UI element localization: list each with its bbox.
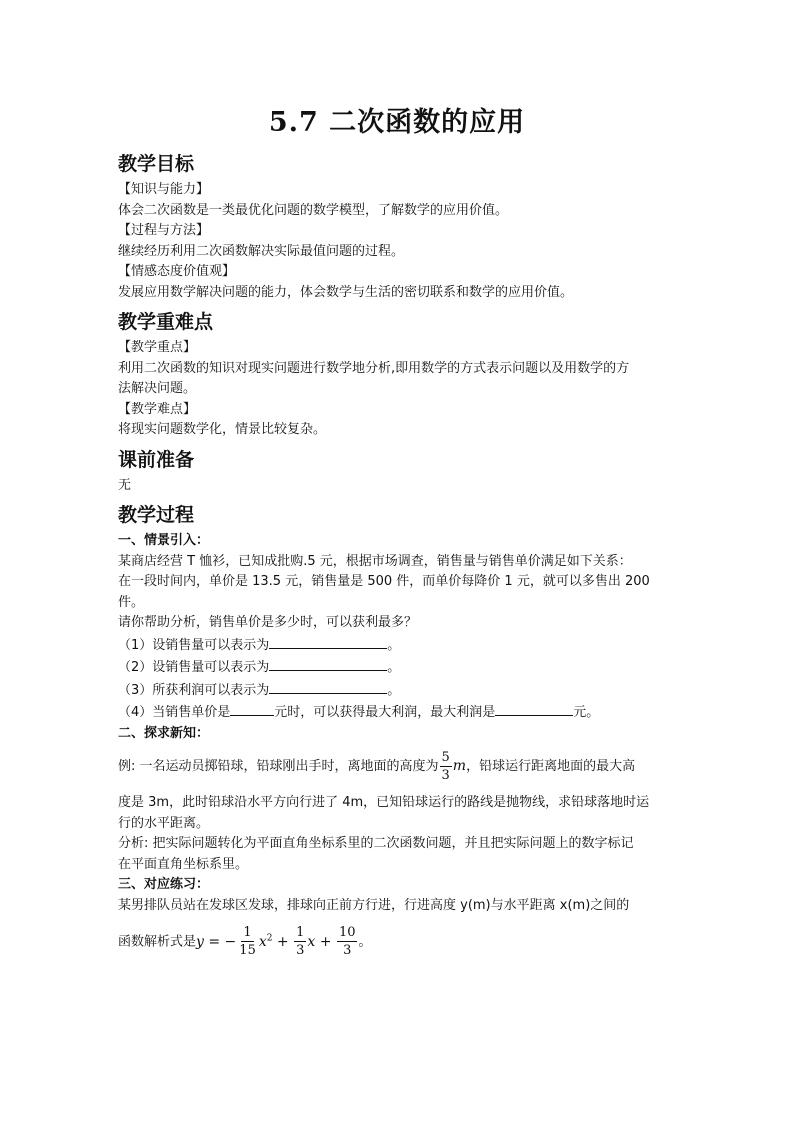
question-text: 请你帮助分析，销售单价是多少时，可以获利最多？ [118,615,418,630]
quadratic-formula [196,925,358,959]
question-2 [118,656,678,679]
fraction-denominator: 3 [441,768,450,783]
difficulty-label: 【教学难点】 [118,401,197,417]
attitude-text: 发展应用数学解决问题的能力，体会数学与生活的密切联系和数学的应用价值。 [118,284,574,300]
part1-title: 一、情景引入： [118,533,210,548]
part1-text-line-1: 某商店经营 T 恤衫，已知成批购.5 元，根据市场调查，销售量与销售单价满足如下关系： [118,553,632,569]
question-3-text: （3）所获利润可以表示为 [118,682,270,698]
formula-y: y = − [196,933,237,950]
question-3-end: 。 [387,682,401,698]
formula-fraction-1-num: 1 [243,925,252,941]
example-line-2: 度是 3m，此时铅球沿水平方向行进了 4m，已知铅球运行的路线是抛物线，求铅球落地时运 [118,795,650,810]
heading-goals: 教学目标 [118,153,195,175]
attitude-label: 【情感态度价值观】 [118,264,236,279]
document-title: 5.7 二次函数的应用 [268,107,526,138]
formula-fraction-3-den: 3 [343,943,352,959]
document-body [118,145,678,965]
heading-process: 教学过程 [118,504,195,526]
method-text: 继续经历利用二次函数解决实际最值问题的过程。 [118,243,405,259]
focus-text-line-2: 法解决问题。 [118,381,197,396]
formula-x-squared: x [258,933,267,950]
formula-plus: + [272,933,294,950]
answer-blank-2[interactable] [269,656,387,671]
answer-blank-3[interactable] [269,679,387,694]
formula-fraction-2 [294,925,306,958]
practice-text: 函数解析式是 [118,934,197,950]
formula-fraction-1-den: 15 [239,943,256,959]
question-1 [118,634,678,657]
ability-text: 体会二次函数是一类最优化问题的数学模型，了解数学的应用价值。 [118,202,509,218]
formula-fraction-1 [237,925,258,958]
difficulty-text: 将现实问题数学化，情景比较复杂。 [118,422,327,437]
heading-prep: 课前准备 [118,448,195,471]
question-1-text: （1）设销售量可以表示为 [118,637,270,653]
analysis-line-1: 分析: 把实际问题转化为平面直角坐标系里的二次函数问题，并且把实际问题上的数字标记 [118,836,634,851]
example-text-a: 例: 一名运动员掷铅球，铅球刚出手时，离地面的高度为 [118,759,439,774]
practice-line-2 [118,916,678,965]
answer-blank-1[interactable] [269,634,387,649]
part2-title: 二、探求新知： [118,725,210,741]
part3-title: 三、对应练习： [118,877,210,892]
example-line-1 [118,744,678,789]
analysis-line-2: 在平面直角坐标系里。 [118,856,249,872]
formula-x: x + [307,933,336,950]
unit-m: m [452,758,467,774]
focus-text-line-1: 利用二次函数的知识对现实问题进行数学地分析,即用数学的方式表示问题以及用数学的方 [118,360,630,376]
ability-label: 【知识与能力】 [118,182,210,197]
formula-fraction-2-den: 3 [296,943,305,959]
practice-line-1: 某男排队员站在发球区发球，排球向正前方行进，行进高度 y(m)与水平距离 x(m)之间的 [118,897,630,913]
question-4-text-b: 元时，可以获得最大利润，最大利润是 [274,705,496,720]
example-line-3: 行的水平距离。 [118,815,210,831]
example-text-b: ，铅球运行距离地面的最大高 [466,759,636,774]
prep-text: 无 [118,477,132,493]
part1-text-line-3: 件。 [118,594,145,610]
question-4-text-a: （4）当销售单价是 [118,705,231,720]
question-2-end: 。 [387,660,401,675]
part1-text-line-2: 在一段时间内，单价是 13.5 元，销售量是 500 件，而单价每降价 1 元，就可以多售出 200 [118,574,650,589]
formula-fraction-3 [337,925,358,958]
answer-blank-4a[interactable] [230,701,274,716]
question-4-text-c: 元。 [573,705,600,720]
formula-exponent: 2 [266,933,273,943]
question-4 [118,701,678,724]
question-3 [118,679,678,702]
question-1-end: 。 [387,637,401,653]
formula-fraction-3-num: 10 [338,925,356,941]
method-label: 【过程与方法】 [118,223,210,238]
answer-blank-4b[interactable] [495,701,573,716]
practice-end: 。 [358,934,372,950]
fraction-numerator: 5 [441,750,450,765]
height-fraction [440,750,452,783]
question-2-text: （2）设销售量可以表示为 [118,660,270,675]
focus-label: 【教学重点】 [118,340,197,355]
formula-fraction-2-num: 1 [296,925,305,941]
heading-keypoints: 教学重难点 [118,311,214,333]
